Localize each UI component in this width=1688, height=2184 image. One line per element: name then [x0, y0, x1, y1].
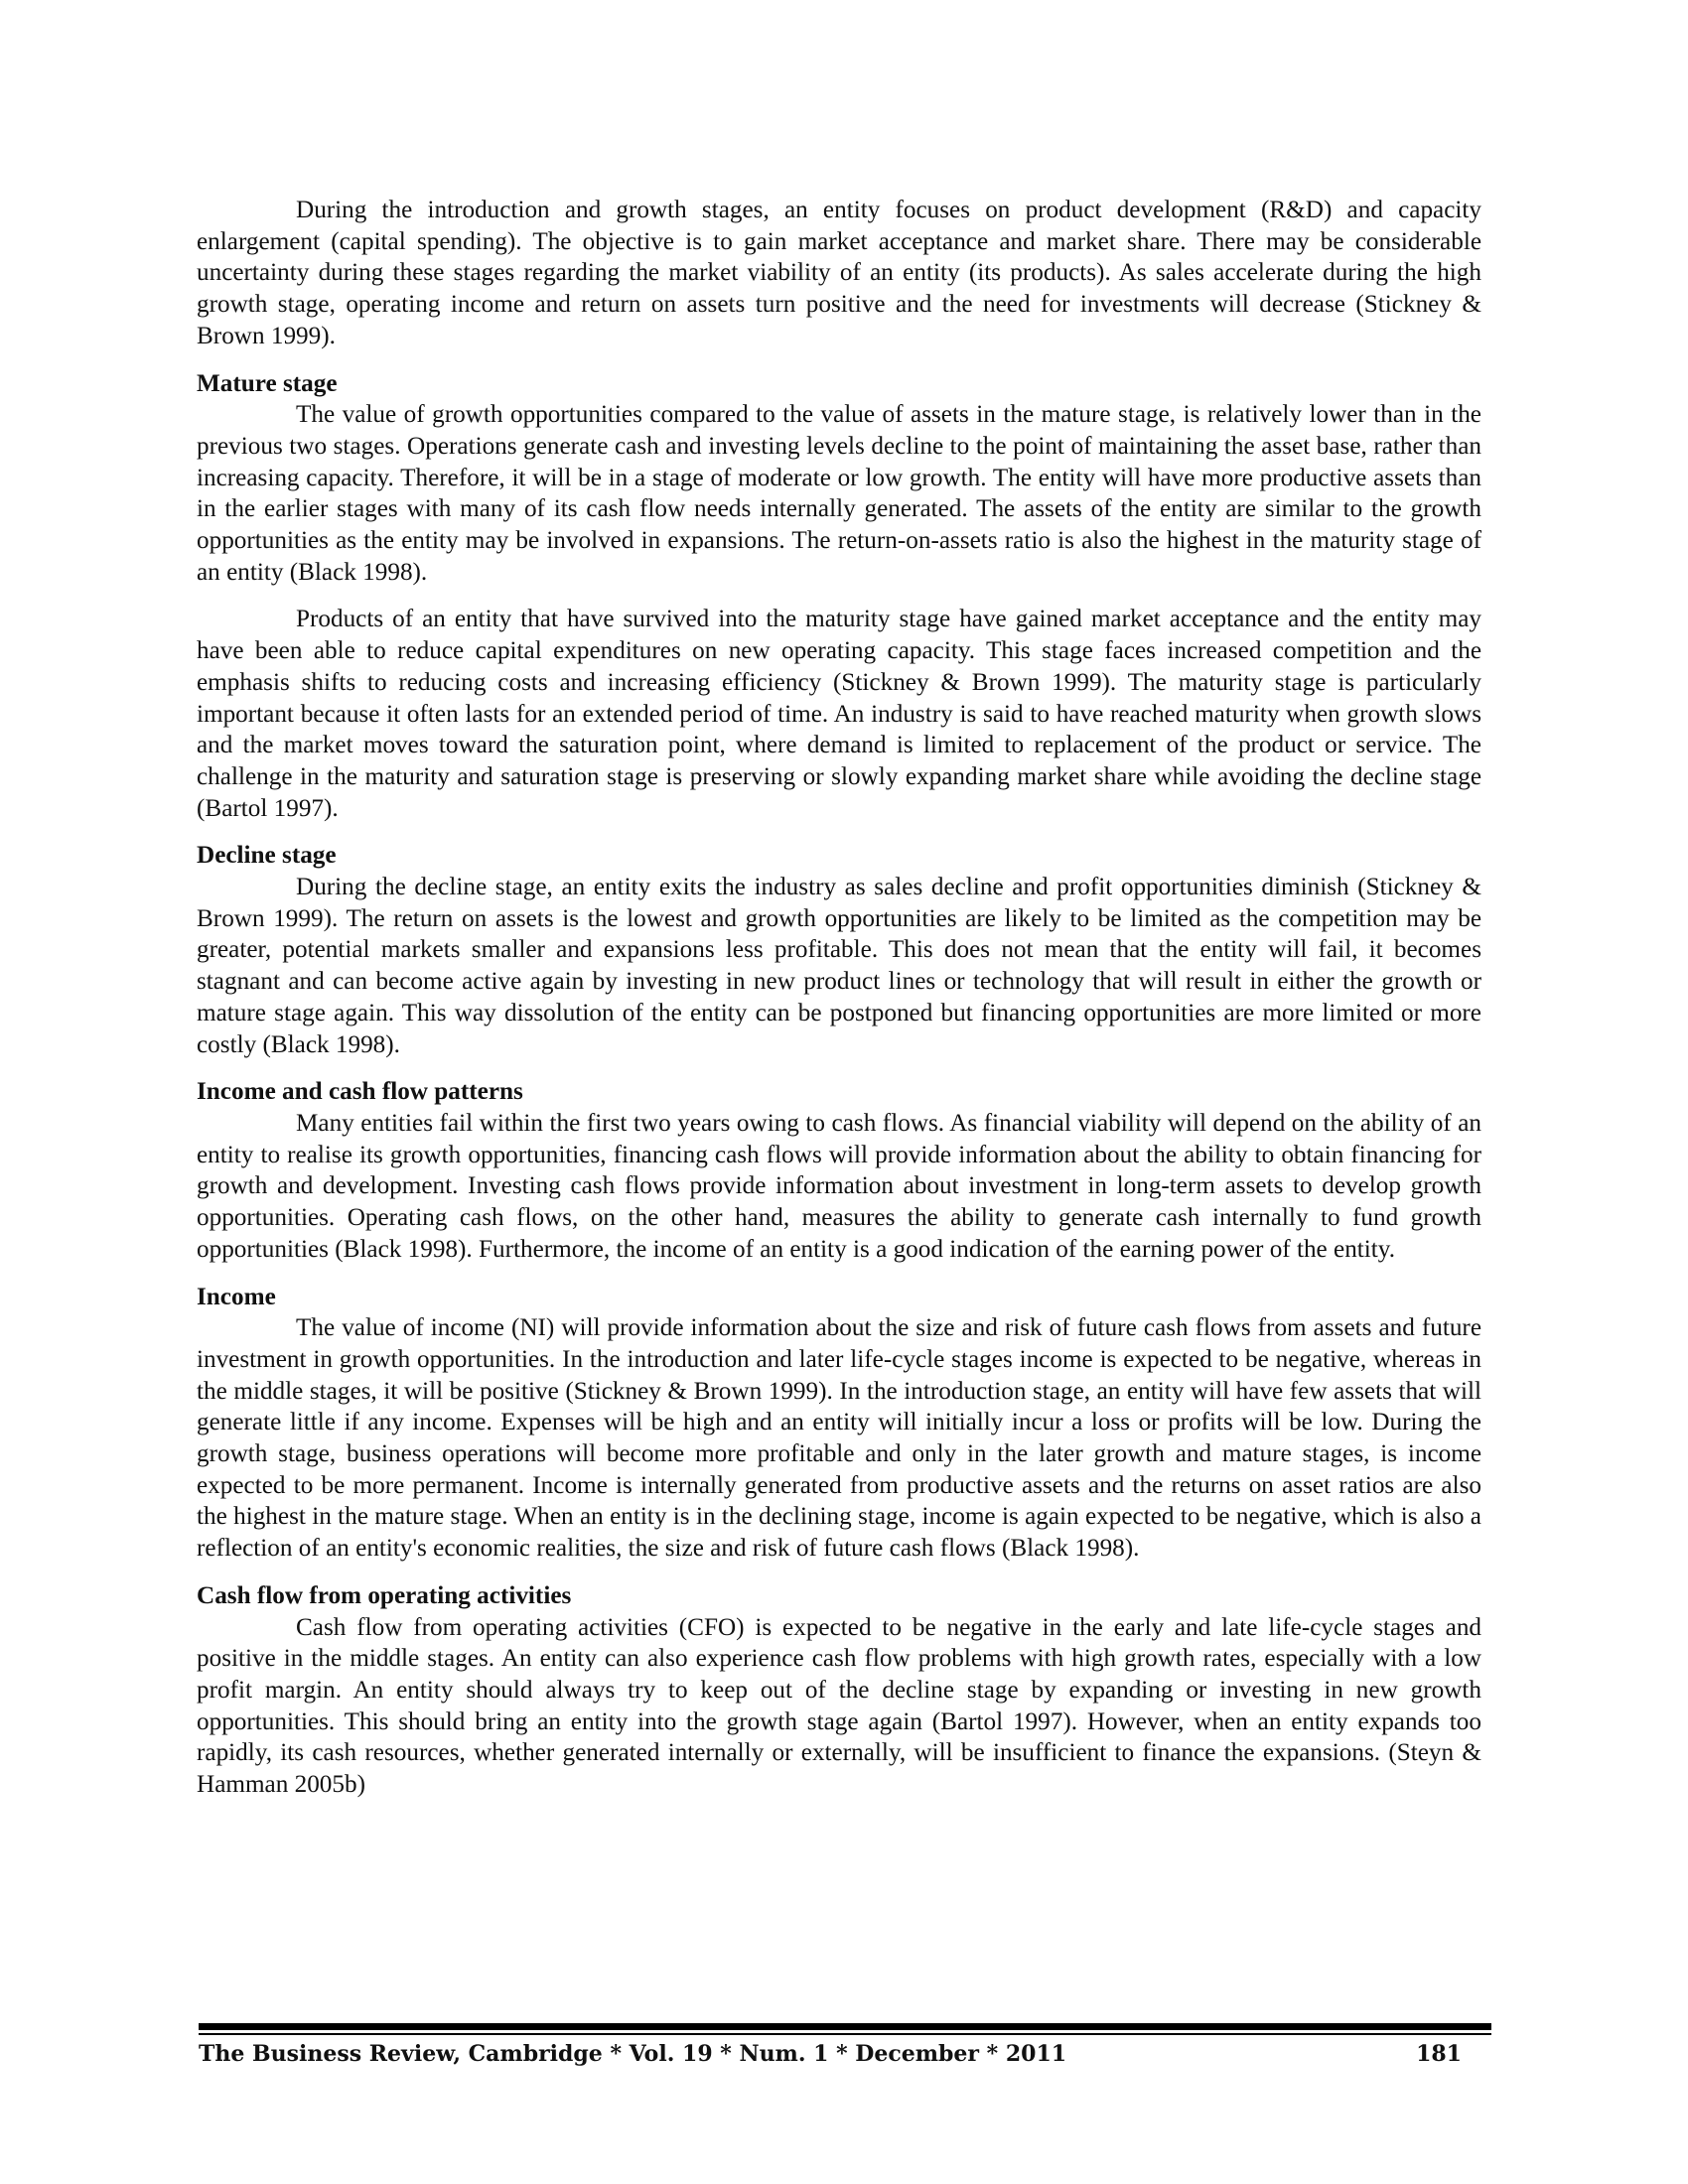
- section-decline-stage: [197, 840, 1481, 1060]
- section-heading: Income and cash flow patterns: [197, 1078, 523, 1106]
- section-heading: Income: [197, 1283, 276, 1310]
- footer-row: [199, 2041, 1491, 2067]
- paragraph: Products of an entity that have survived into the maturity stage have gained market acceptance and the entity may have been able to reduce capital expenditures on new operating capacity. This stage faces increased competition and the emphasis shifts to reducing costs and increasing efficiency (Stickney & Brown 1999). The maturity stage is particularly important because it often lasts for an extended period of time. An industry is said to have reached maturity when growth slows and the market moves toward the saturation point, where demand is limited to replacement of the product or service. The challenge in the maturity and saturation stage is preserving or slowly expanding market share while avoiding the decline stage (Bartol 1997).: [197, 606, 1481, 822]
- section-cash-flow-operating: [197, 1580, 1481, 1801]
- section-intro: [197, 195, 1481, 352]
- section-income: [197, 1282, 1481, 1565]
- paragraph: The value of growth opportunities compared to the value of assets in the mature stage, is relatively lower than in the previous two stages. Operations generate cash and investing levels decline to the point of maintaining the asset base, rather than increasing capacity. Therefore, it will be in a stage of moderate or low growth. The entity will have more productive assets than in the earlier stages with many of its cash flow needs internally generated. The assets of the entity are similar to the growth opportunities as the entity may be involved in expansions. The return-on-assets ratio is also the highest in the maturity stage of an entity (Black 1998).: [197, 401, 1481, 586]
- paragraph: During the introduction and growth stages, an entity focuses on product development (R&D) and capacity enlargement (capital spending). The objective is to gain market acceptance and market share. There may be considerable uncertainty during these stages regarding the market viability of an entity (its products). As sales accelerate during the high growth stage, operating income and return on assets turn positive and the need for investments will decrease (Stickney & Brown 1999).: [197, 197, 1481, 349]
- footer-rule-thin: [199, 2033, 1491, 2035]
- section-mature-stage: [197, 368, 1481, 825]
- section-heading: Mature stage: [197, 369, 338, 397]
- section-heading: Decline stage: [197, 842, 337, 870]
- footer-rule-thick: [199, 2023, 1491, 2030]
- page-number: 181: [1416, 2041, 1462, 2067]
- paragraph: During the decline stage, an entity exits the industry as sales decline and profit opportunities diminish (Stickney & Brown 1999). The return on assets is the lowest and growth opportunities are likely to be limited as the competition may be greater, potential markets smaller and expansions less profitable. This does not mean that the entity will fail, it becomes stagnant and can become active again by investing in new product lines or technology that will result in either the growth or mature stage again. This way dissolution of the entity can be postponed but financing opportunities are more limited or more costly (Black 1998).: [197, 874, 1481, 1058]
- paragraph: Cash flow from operating activities (CFO) is expected to be negative in the early and late life-cycle stages and positive in the middle stages. An entity can also experience cash flow problems with high growth rates, especially with a low profit margin. An entity should always try to keep out of the decline stage by expanding or investing in new growth opportunities. This should bring an entity into the growth stage again (Bartol 1997). However, when an entity expands too rapidly, its cash resources, whether generated internally or externally, will be insufficient to finance the expansions. (Steyn & Hamman 2005b): [197, 1613, 1481, 1799]
- section-heading: Cash flow from operating activities: [197, 1581, 572, 1609]
- journal-citation: The Business Review, Cambridge * Vol. 19 * Num. 1 * December * 2011: [199, 2041, 1067, 2067]
- paragraph: The value of income (NI) will provide information about the size and risk of future cash flows from assets and future investment in growth opportunities. In the introduction and later life-cycle stages income is expected to be negative, whereas in the middle stages, it will be positive (Stickney & Brown 1999). In the introduction stage, an entity will have few assets that will generate little if any income. Expenses will be high and an entity will initially incur a loss or profits will be low. During the growth stage, business operations will become more profitable and only in the later growth and mature stages, is income expected to be more permanent. Income is internally generated from productive assets and the returns on asset ratios are also the highest in the mature stage. When an entity is in the declining stage, income is again expected to be negative, which is also a reflection of an entity's economic realities, the size and risk of future cash flows (Black 1998).: [197, 1314, 1481, 1563]
- article-body: [197, 195, 1481, 1801]
- page-footer: [199, 2023, 1491, 2067]
- section-income-cash-flow-patterns: [197, 1076, 1481, 1265]
- paragraph: Many entities fail within the first two years owing to cash flows. As financial viability will depend on the ability of an entity to realise its growth opportunities, financing cash flows will provide information about the ability to obtain financing for growth and development. Investing cash flows provide information about investment in long-term assets to develop growth opportunities. Operating cash flows, on the other hand, measures the ability to generate cash internally to fund growth opportunities (Black 1998). Furthermore, the income of an entity is a good indication of the earning power of the entity.: [197, 1109, 1481, 1263]
